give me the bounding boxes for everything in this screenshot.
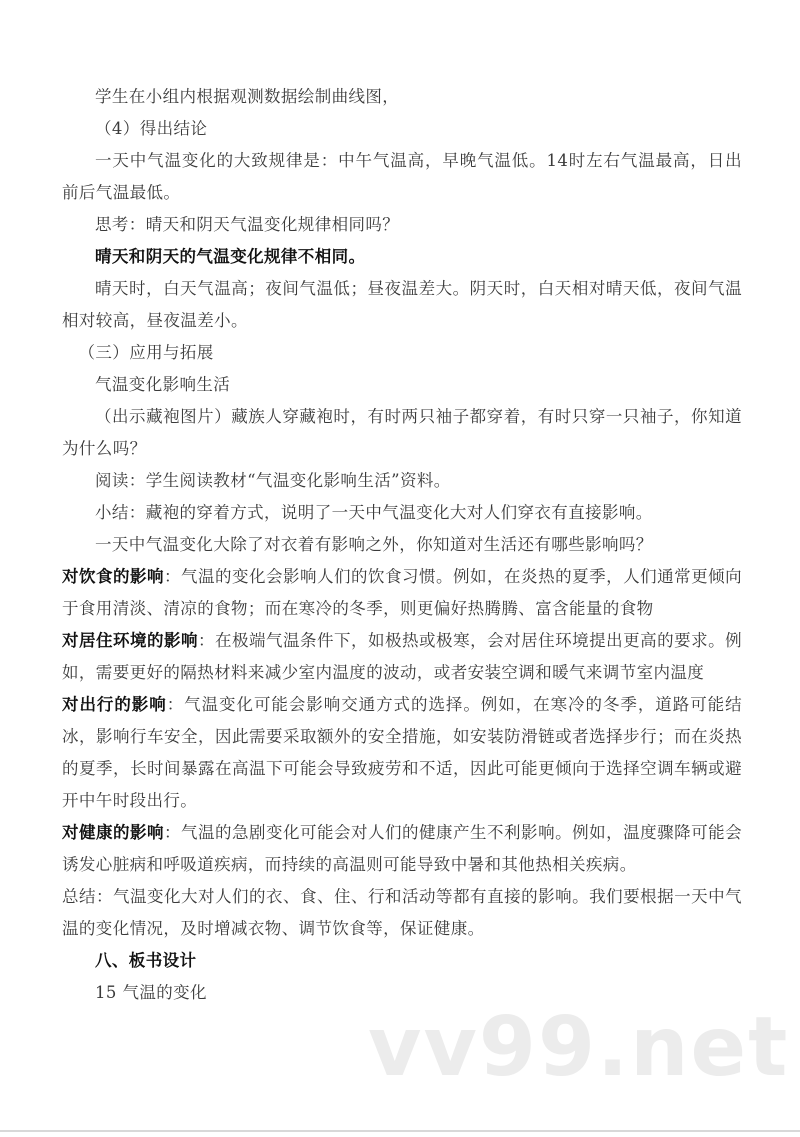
paragraph-subheading-life: 气温变化影响生活 <box>95 375 231 394</box>
page-bottom-divider <box>0 1130 800 1132</box>
paragraph-curve-drawing: 学生在小组内根据观测数据绘制曲线图， <box>95 87 400 106</box>
watermark: vv99.net <box>368 1000 790 1095</box>
paragraph-tibetan-robe: （出示藏袍图片）藏族人穿藏袍时，有时两只袖子都穿着，有时只穿一只袖子，你知道为什么吗？ <box>62 407 742 458</box>
paragraph-housing-impact <box>62 625 742 689</box>
text-diet: ：气温的变化会影响人们的饮食习惯。例如，在炎热的夏季，人们通常更倾向于食用清淡、清凉的食物；而在寒冷的冬季，则更偏好热腾腾、富含能量的食物 <box>62 567 742 618</box>
paragraph-travel-impact <box>62 689 742 817</box>
document-page <box>62 81 742 1009</box>
paragraph-summary-robe: 小结：藏袍的穿着方式，说明了一天中气温变化大对人们穿衣有直接影响。 <box>95 503 653 522</box>
paragraph-lesson-title: 15 气温的变化 <box>95 983 207 1002</box>
text-health: ：气温的急剧变化可能会对人们的健康产生不利影响。例如，温度骤降可能会诱发心脏病和呼吸道疾病，而持续的高温则可能导致中暑和其他热相关疾病。 <box>62 823 742 874</box>
paragraph-conclusion: 总结：气温变化大对人们的衣、食、住、行和活动等都有直接的影响。我们要根据一天中气温的变化情况，及时增减衣物、调节饮食等，保证健康。 <box>62 887 742 938</box>
paragraph-health-impact <box>62 817 742 881</box>
paragraph-think-question: 思考：晴天和阴天气温变化规律相同吗？ <box>95 215 400 234</box>
label-housing: 对居住环境的影响 <box>62 631 199 650</box>
label-diet: 对饮食的影响 <box>62 567 165 586</box>
paragraph-temperature-pattern: 一天中气温变化的大致规律是：中午气温高，早晚气温低。14时左右气温最高，日出前后气温最低。 <box>62 151 742 202</box>
heading-conclusion: （4）得出结论 <box>95 119 208 138</box>
heading-application: （三）应用与拓展 <box>78 343 214 362</box>
paragraph-reading: 阅读：学生阅读教材“气温变化影响生活”资料。 <box>95 471 451 490</box>
text-travel: ：气温变化可能会影响交通方式的选择。例如，在寒冷的冬季，道路可能结冰，影响行车安全，因此需要采取额外的安全措施，如安装防滑链或者选择步行；而在炎热的夏季，长时间暴露在高温下可能会导致疲劳和不适，因此可能更倾向于选择空调车辆或避开中午时段出行。 <box>62 695 742 810</box>
paragraph-question-life: 一天中气温变化大除了对衣着有影响之外，你知道对生活还有哪些影响吗？ <box>95 535 653 554</box>
paragraph-diet-impact <box>62 561 742 625</box>
text-housing: ：在极端气温条件下，如极热或极寒，会对居住环境提出更高的要求。例如，需要更好的隔热材料来减少室内温度的波动，或者安装空调和暖气来调节室内温度 <box>62 631 742 682</box>
heading-blackboard-design: 八、板书设计 <box>95 951 197 970</box>
label-travel: 对出行的影响 <box>62 695 167 714</box>
paragraph-bold-answer: 晴天和阴天的气温变化规律不相同。 <box>95 247 366 266</box>
paragraph-sunny-cloudy: 晴天时，白天气温高；夜间气温低；昼夜温差大。阴天时，白天相对晴天低，夜间气温相对较高，昼夜温差小。 <box>62 279 742 330</box>
label-health: 对健康的影响 <box>62 823 165 842</box>
